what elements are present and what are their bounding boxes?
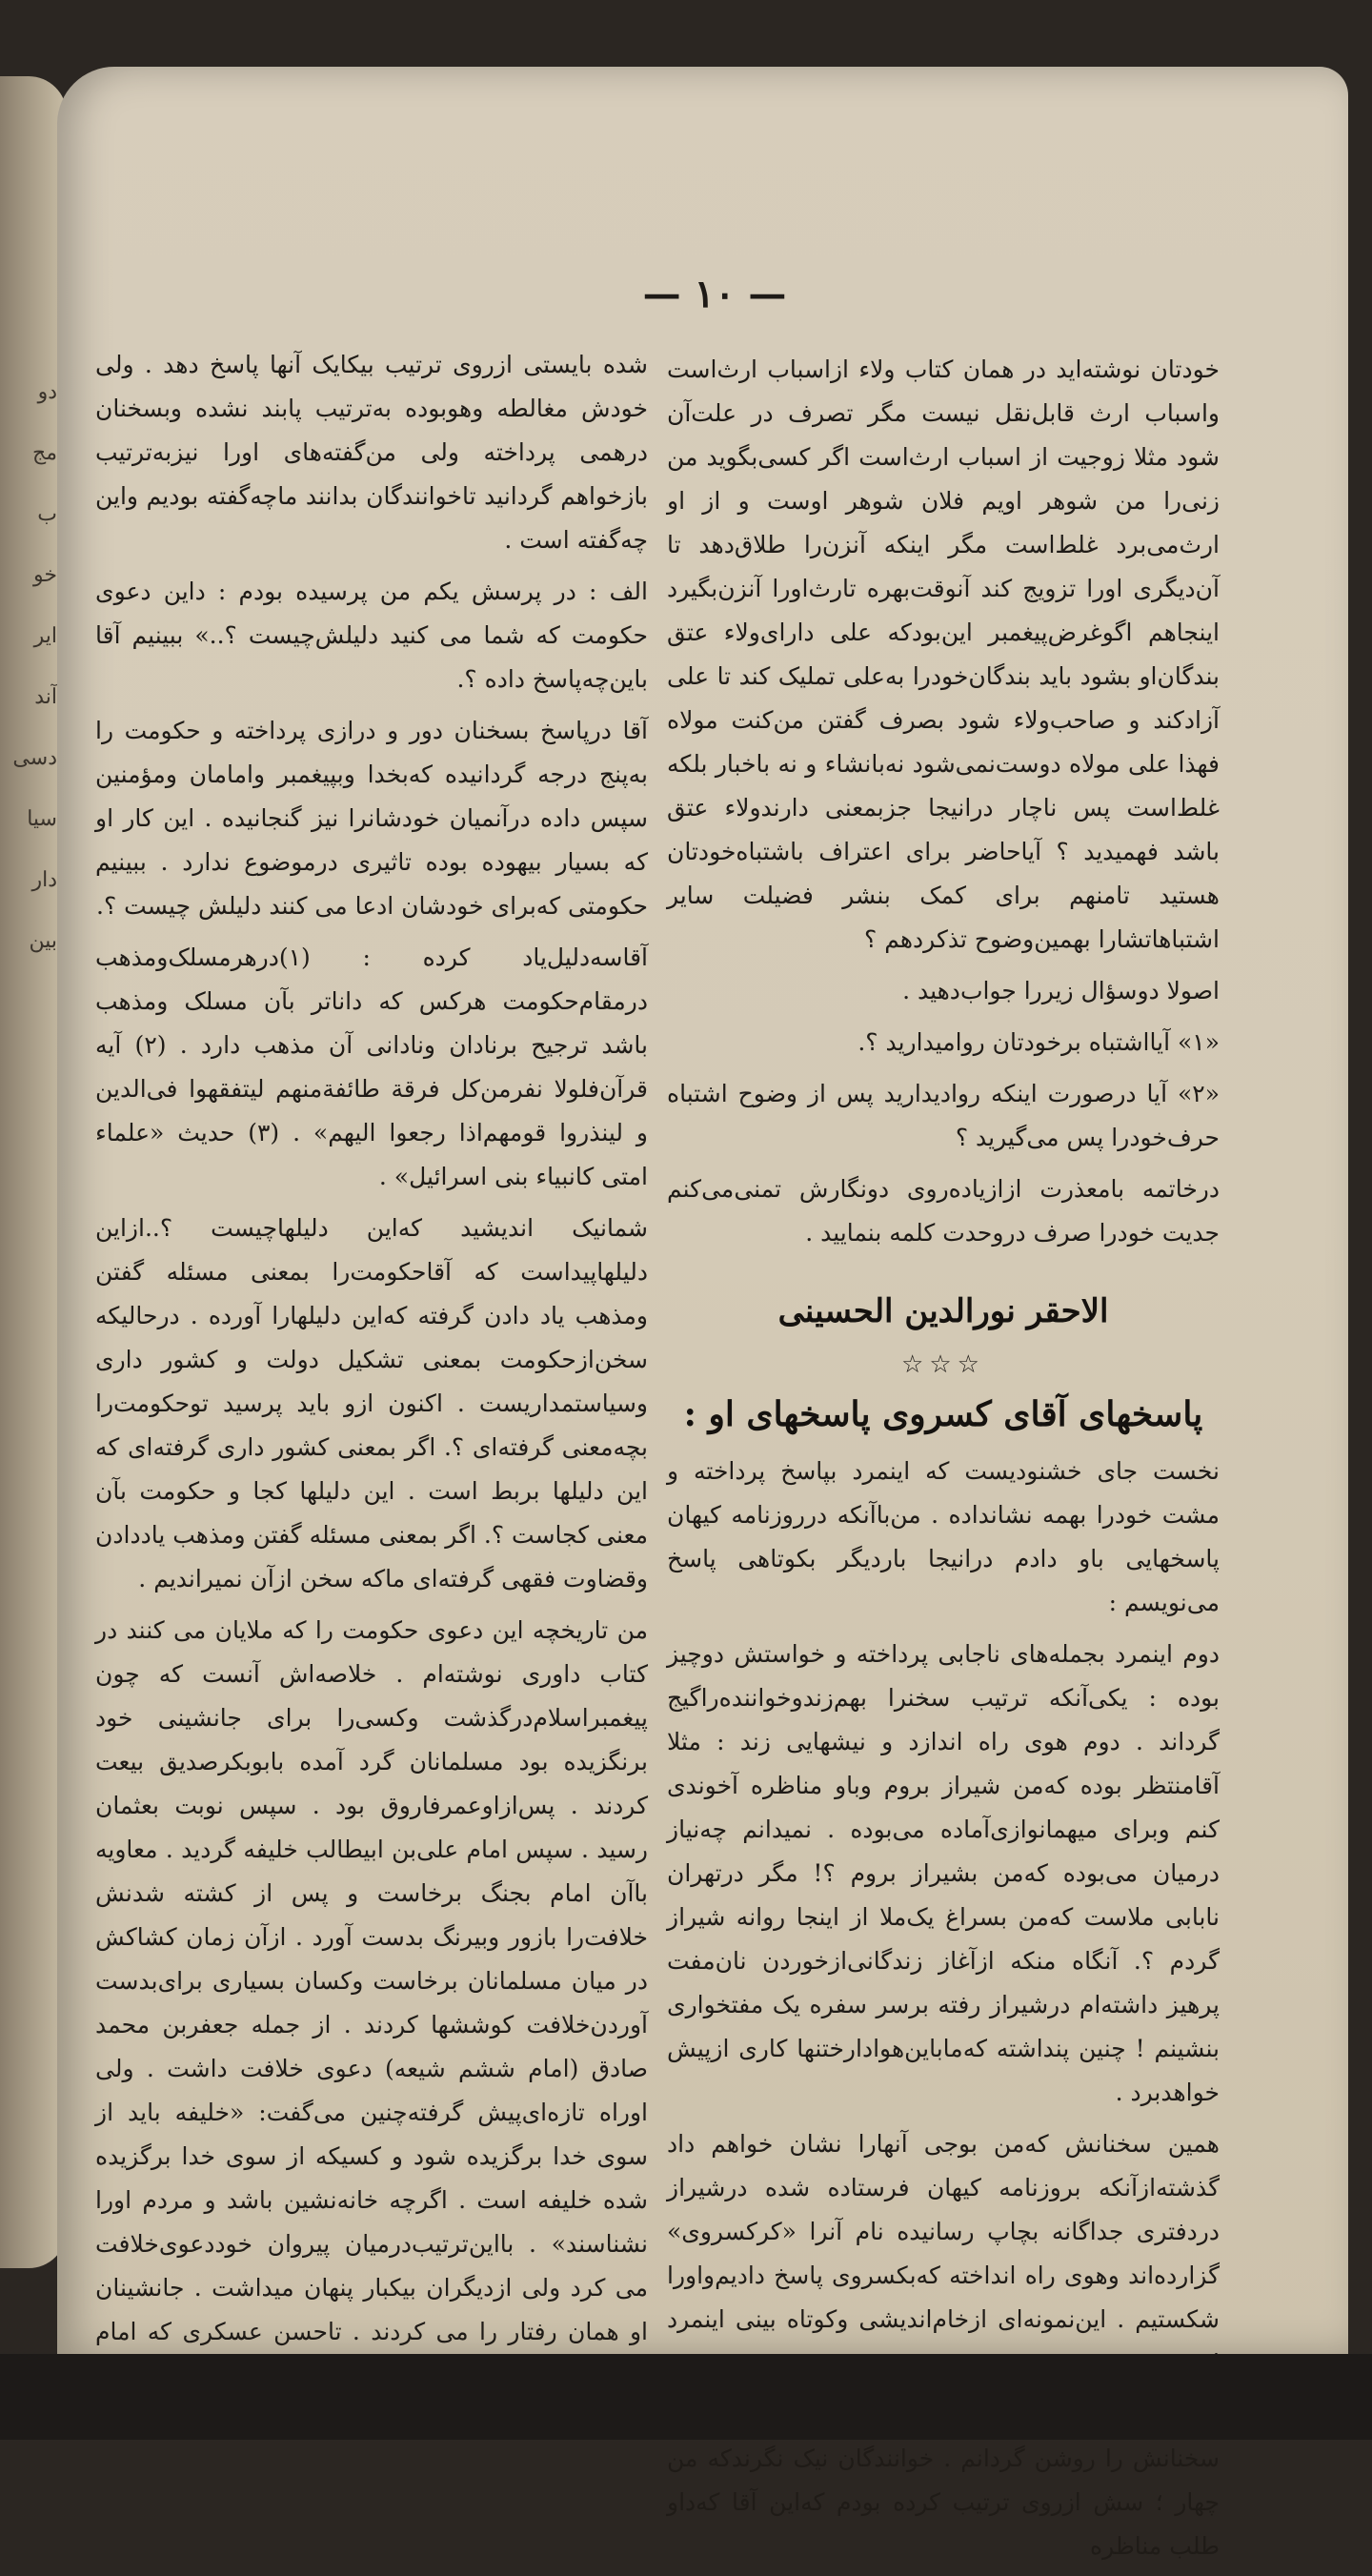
edge-text-line: دسی [12,746,57,770]
paragraph: «۲» آیا درصورت اینکه روادیدارید پس از وضوح اشتباه حرف‌خودرا پس می‌گیرید ؟ [667,1080,1220,1151]
edge-text-line: دار [31,868,57,892]
paragraph: نخست جای خشنودیست که اینمرد بپاسخ پرداخته و مشت خودرا بهمه نشانداده . من‌باآنکه درروزنامه کیهان پاسخهایی باو دادم درانیجا باردیگر بکوتاهی پاسخ می‌نویسم : [667,1457,1220,1616]
edge-text-line: سیا [27,807,57,831]
paragraph: خودتان نوشته‌اید در همان کتاب ولاء ازاسباب ارث‌است واسباب ارث قابل‌نقل نیست مگر تصرف در علت‌آن شود مثلا زوجیت از اسباب ارث‌است اگر کسی‌بگوید من زنی‌را من شوهر اویم فلان شوهر اوست و از او ارث‌می‌برد غلط‌است مگر اینکه آنزن‌را طلاق‌دهد تا آن‌دیگری اورا تزویج کند آنوقت‌بهره تارث‌اورا آنزن‌بگیرد اینجاهم اگوغرض‌پیغمبر این‌بودکه علی دارای‌ولاء عتق بندگان‌او بشود باید بندگان‌خودرا به‌علی تملیک کند تا علی آزادکند و صاحب‌ولاء شود بصرف گفتن من‌کنت مولاه فهذا علی مولاه دوست‌نمی‌شود نه‌بانشاء و نه باخبار بلکه غلط‌است پس ناچار درانیجا جزبمعنی دارندولاء عتق باشد فهمیدید ؟ آیاحاضر برای اعتراف باشتباه‌خودتان هستید تامنهم برای کمک بنشر فضیلت سایر اشتباهاتشارا بهمین‌وضوح تذکردهم ؟ [667,355,1220,953]
edge-text-line: آند [34,685,57,709]
left-column [95,343,648,2449]
paragraph: من تاریخچه این دعوی حکومت را که ملایان می کنند در کتاب داوری نوشته‌ام . خلاصه‌اش آنست که چون پیغمبراسلام‌درگذشت وکسی‌را برای جانشینی خود برنگزیده بود مسلمانان گرد آمده بابوبکرصدیق بیعت کردند . پس‌ازاوعمرفاروق بود . سپس نوبت بعثمان رسید . سپس امام علی‌بن ابیطالب خلیفه گردید . معاویه باآن امام بجنگ برخاست و پس از کشته شدنش خلافت‌را بازور وبیرنگ بدست آورد . ازآن زمان کشاکش در میان مسلمانان برخاست وکسان بسیاری برای‌بدست آوردن‌خلافت کوششها کردند . از جمله جعفربن محمد صادق (امام ششم شیعه) دعوی خلافت داشت . ولی اوراه تازه‌ای‌پیش گرفته‌چنین می‌گفت: «خلیفه باید از سوی خدا برگزیده شود و کسیکه از سوی خدا برگزیده شده خلیفه است . اگرچه خانه‌نشین باشد و مردم اورا نشناسند» . بااین‌ترتیب‌درمیان پیروان خوددعوی‌خلافت می کرد ولی ازدیگران بیکبار پنهان میداشت . جانشینان او همان رفتار را می کردند . تاحسن عسکری که امام [95,1616,648,2345]
paragraph: آقاسه‌دلیل‌یاد کرده : (۱)درهرمسلک‌ومذهب درمقام‌حکومت هرکس که داناتر بآن مسلک ومذهب باشد ترجیح برنادان ونادانی آن مذهب دارد . (۲) آیه قرآن‌فلولا نفرمن‌کل فرقة طائفة‌منهم لیتفقهوا فی‌الدین و لینذروا قومهم‌اذا رجعوا الیهم» . (۳) حدیث «علماء امتی کانبیاء بنی اسرائیل» . [95,943,648,1190]
paragraph: آقا درپاسخ بسخنان دور و درازی پرداخته و حکومت را به‌پنج درجه گردانیده که‌بخدا وبپیغمبر وامامان ومؤمنین سپس داده درآنمیان خودشانرا نیز گنجانیده . این کار او که بسیار بیهوده بوده تاثیری درموضوع ندارد . ببینیم حکومتی که‌برای خودشان ادعا می کنند دلیلش چیست ؟. [95,717,648,920]
right-column [667,348,1220,2576]
paragraph: دوم اینمرد بجمله‌های ناجابی پرداخته و خواستش دوچیز بوده : یکی‌آنکه ترتیب سخنرا بهم‌زندوخواننده‌راگیج گرداند . دوم هوی راه اندازد و نیشهایی زند : مثلا آقامنتظر بوده که‌من شیراز بروم وباو مناظره آخوندی کنم وبرای میهمانوازی‌آماده می‌بوده . نمیدانم چه‌نیاز درمیان می‌بوده که‌من بشیراز بروم ؟! مگر درتهران نابابی ملاست که‌من بسراغ یک‌ملا از اینجا روانه شیراز گردم ؟. آنگاه منکه ازآغاز زندگانی‌ازخوردن نان‌مفت پرهیز داشته‌ام درشیراز رفته برسر سفره یک مفتخواری بنشینم ! چنین پنداشته که‌ماباین‌هوادارختنها کاری ازپیش خواهدبرد . [667,1640,1220,2106]
adjacent-page-text [10,362,57,2078]
author-signature: الاحقر نورالدین الحسینی [777,1292,1109,1330]
book-page [57,67,1348,2560]
paragraph: شده بایستی ازروی ترتیب بیکایک آنها پاسخ دهد . ولی خودش مغالطه وهوبوده به‌ترتیب پابند نشده وبسخنان درهمی پرداخته ولی من‌گفته‌های اورا نیزبه‌ترتیب بازخواهم گردانید تاخوانندگان بدانند ماچه‌گفته بودیم واین چه‌گفته است . [95,351,648,554]
section-divider-stars: ☆☆☆ [901,1350,985,1379]
table-surface [0,2354,1372,2440]
edge-text-line: خو [33,563,57,587]
edge-text-line: دو [37,380,57,404]
edge-text-line: ایر [33,624,57,648]
paragraph: سخنانش را روشن گردانم . خوانندگان نیک نگرندکه من چهار ؛ سش ازروی ترتیب کرده بودم که‌این آقا که‌داو طلب مناظره [667,2444,1220,2560]
paragraph: «۱» آیااشتباه برخودتان روامیدارید ؟. [858,1028,1220,1056]
edge-text-line: ب [37,502,57,526]
paragraph: درخاتمه بامعذرت ازازیاده‌روی دونگارش تمنی‌می‌کنم جدیت خودرا صرف دروحدت کلمه بنمایید . [667,1175,1220,1247]
page-number: — ١٠ — [642,272,787,316]
paragraph: اصولا دوسؤال زیررا جواب‌دهید . [902,977,1220,1004]
paragraph: همین سخنانش که‌من بوجی آنهارا نشان خواهم داد گذشته‌ازآنکه بروزنامه کیهان فرستاده شده درشیراز دردفتری جداگانه بچاپ رسانیده نام آنرا «کرکسروی» گزارده‌اند وهوی راه انداخته که‌بکسروی پاسخ دادیم‌واورا شکستیم . این‌نمونه‌ای ازخام‌اندیشی وکوتاه بینی اینمرد [667,2130,1220,2333]
edge-text-line: مج [32,441,57,465]
edge-text-line: بین [29,929,57,953]
paragraph: شمانیک اندیشید که‌این دلیلها‌چیست ؟..ازاین دلیلهاپیداست که آقاحکومت‌را بمعنی مسئله گفتن ومذهب یاد دادن گرفته که‌این دلیلهارا آورده . درحالیکه سخن‌ازحکومت بمعنی تشکیل دولت و کشور داری وسیاستمداریست . اکنون ازو باید پرسید توحکومت‌را بچه‌معنی گرفته‌ای ؟. اگر بمعنی کشور داری گرفته‌ای که این دلیلها بربط است . این دلیلها کجا و حکومت بآن معنی کجاست ؟. اگر بمعنی مسئله گفتن ومذهب یاددادن وقضاوت فقهی گرفته‌ای ماکه سخن ازآن نمیراندیم . [95,1214,648,1592]
paragraph: الف : در پرسش یکم من پرسیده بودم : داین دعوی حکومت که شما می کنید دلیلش‌چیست ؟..» ببینیم آقا باین‌چه‌پاسخ داده ؟. [95,578,648,693]
section-heading: پاسخهای آقای کسروی پاسخهای او : [683,1394,1203,1434]
